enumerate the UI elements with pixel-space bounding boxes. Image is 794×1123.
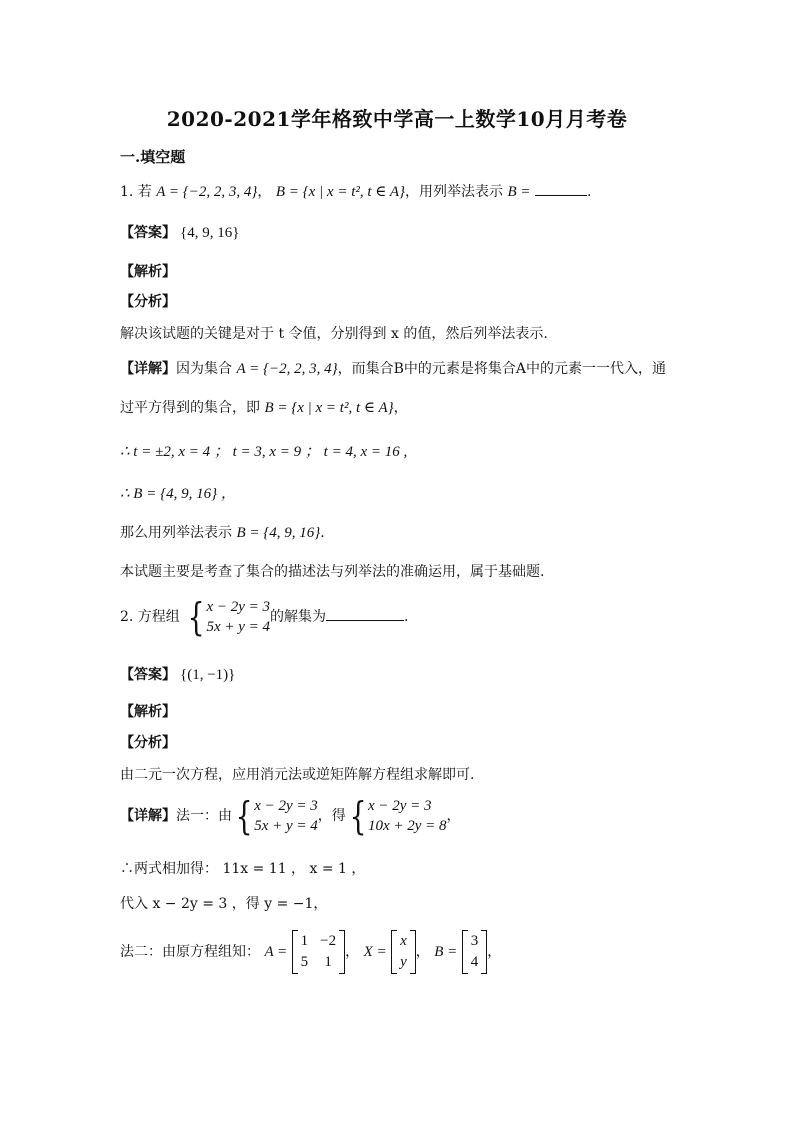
detail-text: ，而集合B中的元素是将集合A中的元素一一代入，通 (337, 361, 666, 377)
separator: ， (345, 944, 360, 960)
detail-text: 过平方得到的集合，即 (120, 400, 260, 416)
answer-value: {4, 9, 16} (180, 225, 240, 241)
matrix-x (391, 930, 416, 974)
matrix-cell: x (400, 933, 407, 949)
equation: x − 2y = 3 (254, 798, 318, 814)
equation-system (346, 796, 447, 836)
section-heading: 一.填空题 (120, 148, 186, 166)
brace-icon: { (187, 595, 205, 639)
answer-tag: 【答案】 (120, 667, 176, 683)
equation: 5x + y = 4 (206, 619, 271, 635)
solution-line: ∴ B = {4, 9, 16} ， (120, 486, 236, 502)
fenxi-text: 解决该试题的关键是对于 t 令值，分别得到 x 的值，然后列举法表示. (120, 326, 548, 342)
question-prompt: 的解集为 (270, 609, 327, 625)
answer-blank (326, 607, 404, 621)
summary-text: 本试题主要是考查了集合的描述法与列举法的准确运用，属于基础题. (120, 564, 545, 580)
page-title: 2020-2021学年格致中学高一上数学10月月考卷 (166, 107, 628, 131)
matrix-x-label: X = (363, 944, 387, 960)
detail-text: ， (393, 400, 408, 416)
answer-blank (535, 182, 587, 196)
equation: x − 2y = 3 (367, 798, 432, 814)
detail-text: 那么用列举法表示 (120, 525, 232, 541)
set-b: B = {x | x = t², t ∈ A} (264, 400, 394, 416)
detail-text: ， (446, 808, 461, 824)
period: . (320, 525, 325, 541)
detail-line (120, 397, 408, 417)
detail-text: 法二：由原方程组知： (120, 944, 260, 960)
separator: ， (487, 944, 502, 960)
equation-system (184, 597, 270, 637)
set-a: A = {−2, 2, 3, 4} (236, 361, 338, 377)
solution-line: ∴ t = ±2, x = 4 ； t = 3, x = 9 ； t = 4, x = 16 , (120, 444, 408, 460)
analysis-tag: 【解析】 (120, 264, 176, 280)
period: . (404, 609, 409, 625)
detail-text: 法一：由 (176, 808, 232, 824)
answer-line (120, 222, 239, 242)
detail-text: 因为集合 (176, 361, 232, 377)
separator: ， (415, 944, 430, 960)
fenxi-text: 由二元一次方程，应用消元法或逆矩阵解方程组求解即可. (120, 767, 475, 783)
set-b: B = {x | x = t², t ∈ A} (275, 184, 406, 200)
answer-line (120, 664, 235, 684)
equation-system (232, 796, 318, 836)
equation: x − 2y = 3 (206, 599, 271, 615)
solution-line (120, 522, 325, 542)
brace-icon: { (349, 794, 367, 838)
matrix-cell: 4 (470, 954, 479, 970)
detail-tag: 【详解】 (120, 808, 176, 824)
detail-tag: 【详解】 (120, 361, 176, 377)
set-b: B = {4, 9, 16} (236, 525, 321, 541)
matrix-cell: 3 (470, 933, 479, 949)
question-number: 2. 方程组 (120, 609, 180, 625)
detail-text: ，得 (317, 808, 346, 824)
solution-line: 代入 x − 2y = 3 ，得 y = −1， (120, 896, 328, 912)
matrix-b (462, 930, 488, 974)
question-prompt: ，用列举法表示 (405, 184, 504, 200)
matrix-cell: 1 (300, 933, 309, 949)
detail-line (120, 358, 666, 378)
matrix-cell: y (400, 954, 407, 970)
set-a: A = {−2, 2, 3, 4} (156, 184, 258, 200)
separator: ， (257, 184, 272, 200)
question-2 (120, 597, 408, 637)
answer-tag: 【答案】 (120, 225, 176, 241)
analysis-tag: 【解析】 (120, 704, 176, 720)
question-number: 1. 若 (120, 184, 152, 200)
brace-icon: { (235, 794, 253, 838)
matrix-b-label: B = (434, 944, 458, 960)
matrix-cell: 5 (300, 954, 309, 970)
equation: 5x + y = 4 (254, 818, 318, 834)
solution-line: ∴两式相加得： 11x = 11 ， x = 1 ， (120, 861, 366, 877)
detail-line (120, 796, 461, 836)
fenxi-tag: 【分析】 (120, 735, 176, 751)
equation: 10x + 2y = 8 (367, 818, 447, 834)
question-1 (120, 181, 591, 201)
b-equals: B = (507, 184, 531, 200)
matrix-a (292, 930, 345, 974)
answer-value: {(1, −1)} (180, 667, 236, 683)
matrix-cell: −2 (320, 933, 337, 949)
matrix-a-label: A = (264, 944, 288, 960)
period: . (586, 184, 592, 200)
solution-line (120, 930, 501, 974)
matrix-cell: 1 (324, 954, 332, 970)
fenxi-tag: 【分析】 (120, 294, 176, 310)
